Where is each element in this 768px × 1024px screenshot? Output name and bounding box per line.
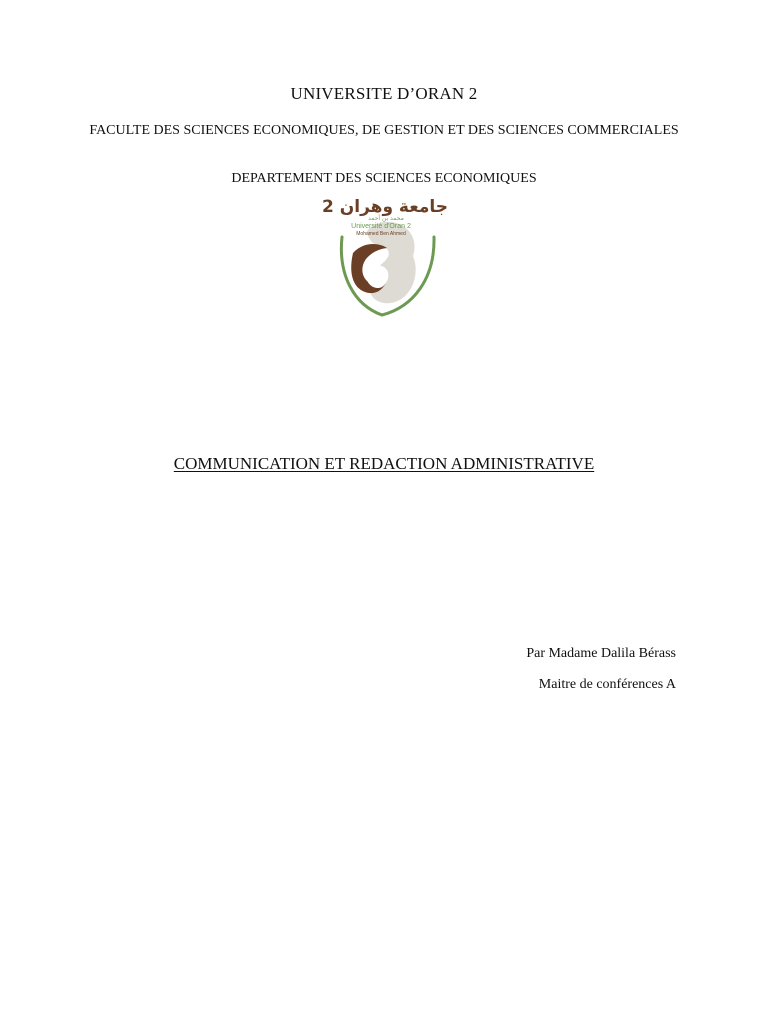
university-name: UNIVERSITE D’ORAN 2 (290, 84, 478, 103)
logo-latin-subtitle: Mohamed Ben Ahmed (356, 231, 406, 237)
course-title (0, 454, 768, 474)
logo-latin-name: Université d'Oran 2 (351, 223, 411, 230)
course-title-text: COMMUNICATION ET REDACTION ADMINISTRATIVE (173, 454, 595, 473)
faculty-name: FACULTE DES SCIENCES ECONOMIQUES, DE GESTION ET DES SCIENCES COMMERCIALES (89, 123, 679, 138)
logo-arabic-name: جامعة وهران 2 (321, 197, 449, 217)
author-role: Maitre de conférences A (538, 677, 676, 692)
author-name: Par Madame Dalila Bérass (526, 646, 676, 661)
university-logo-icon (321, 195, 449, 317)
logo-arabic-subtitle: محمد بن أحمد (368, 215, 404, 222)
department-name: DEPARTEMENT DES SCIENCES ECONOMIQUES (231, 171, 537, 186)
